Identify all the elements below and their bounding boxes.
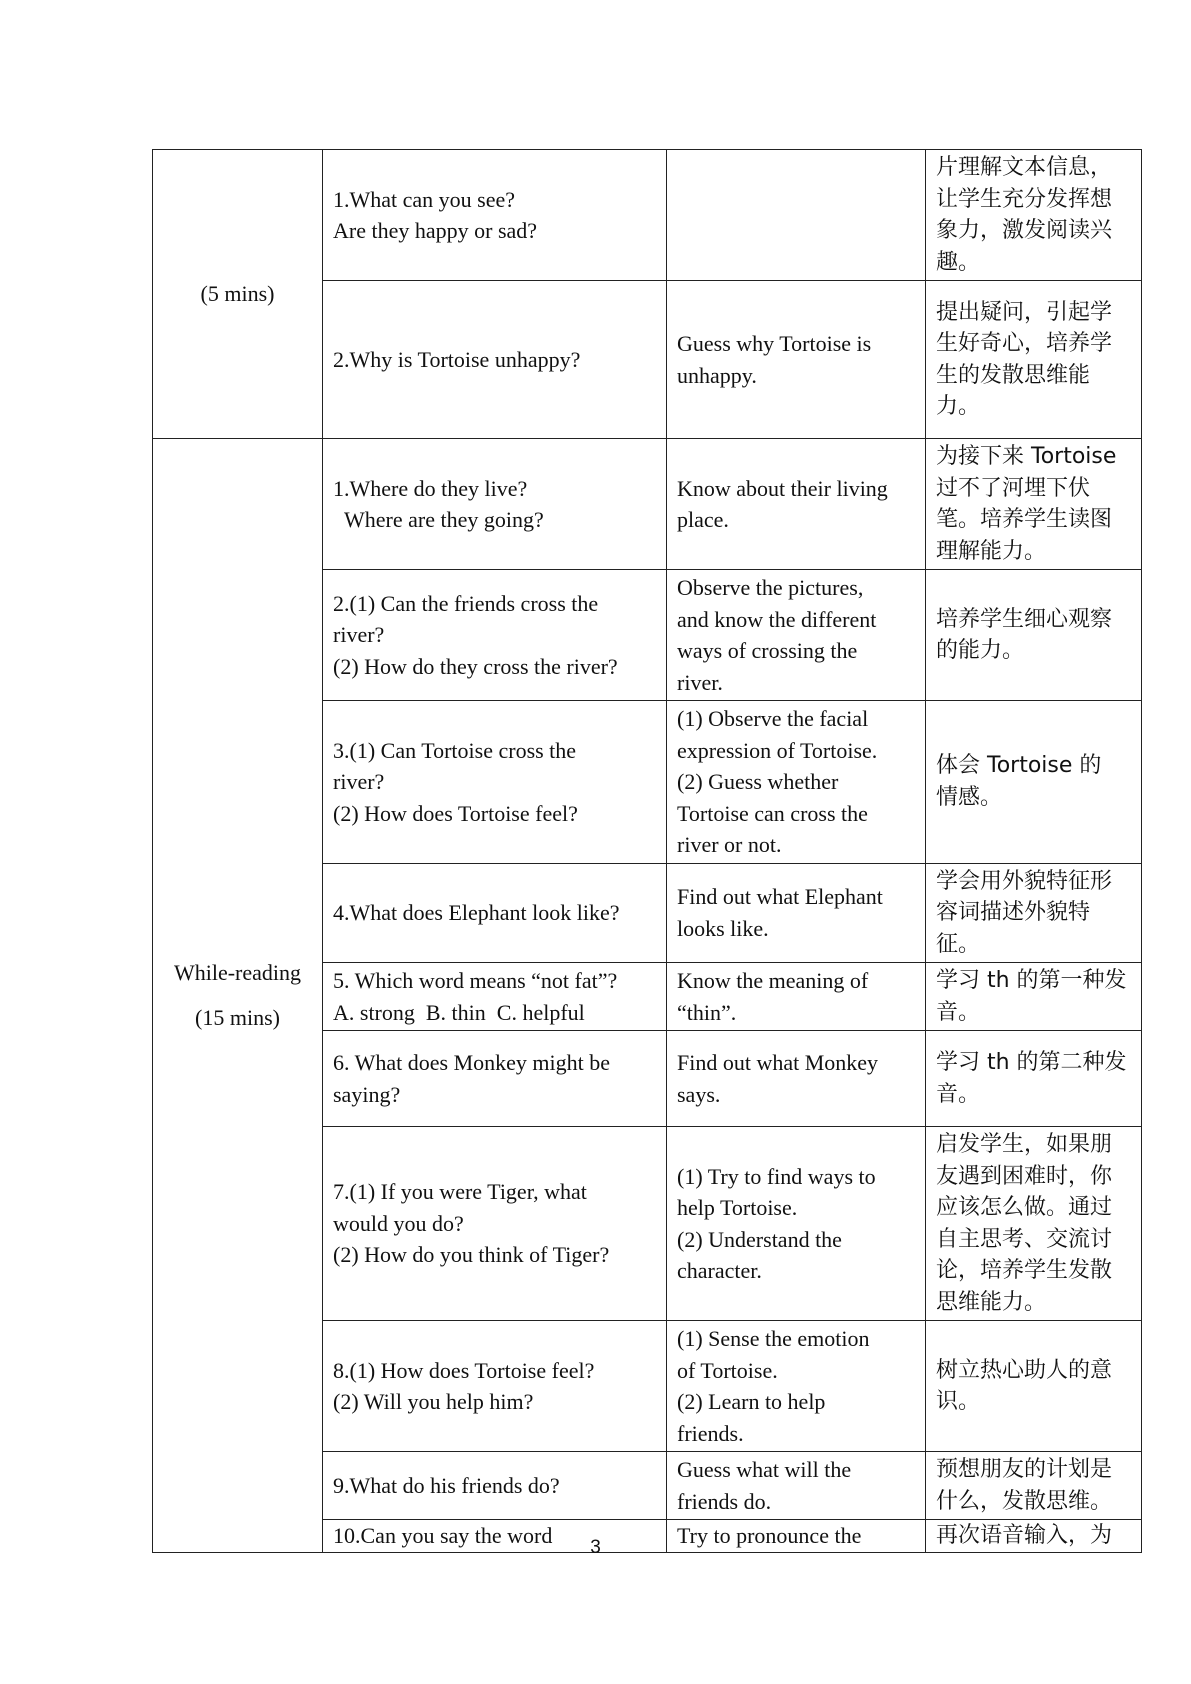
note-cell bbox=[926, 150, 1142, 281]
note-line: 过不了河埋下伏 bbox=[936, 475, 1091, 501]
note-line: 趣。 bbox=[936, 249, 981, 275]
question-line: saying? bbox=[333, 1081, 401, 1107]
activity-line: (2) Learn to help bbox=[677, 1389, 826, 1414]
note-cell bbox=[926, 439, 1142, 570]
note-line: 容词描述外貌特 bbox=[936, 900, 1091, 925]
note-line: 树立热心助人的意 bbox=[936, 1357, 1113, 1383]
note-line: 培养学生细心观察 bbox=[936, 606, 1113, 632]
activity-line: (2) Understand the bbox=[677, 1226, 842, 1252]
activity-line: says. bbox=[677, 1081, 721, 1107]
table-row bbox=[153, 439, 1142, 570]
activity-cell bbox=[667, 1127, 926, 1321]
note-cell bbox=[926, 1321, 1142, 1452]
question-line: (2) How does Tortoise feel? bbox=[333, 800, 578, 826]
activity-line: place. bbox=[677, 507, 729, 532]
question-line: 2.Why is Tortoise unhappy? bbox=[333, 346, 581, 372]
note-line: 生的发散思维能 bbox=[936, 362, 1091, 388]
activity-line: Know the meaning of bbox=[677, 968, 869, 993]
question-line: 1.Where do they live? bbox=[333, 475, 528, 501]
activity-cell bbox=[667, 1452, 926, 1520]
activity-line: (1) Try to find ways to bbox=[677, 1163, 876, 1189]
activity-line: Guess why Tortoise is bbox=[677, 331, 872, 356]
activity-line: Observe the pictures, bbox=[677, 575, 864, 600]
note-cell bbox=[926, 1127, 1142, 1321]
question-line: 9.What do his friends do? bbox=[333, 1472, 560, 1498]
note-line: 音。 bbox=[936, 1081, 981, 1107]
question-line: (2) How do you think of Tiger? bbox=[333, 1242, 610, 1268]
activity-line: help Tortoise. bbox=[677, 1195, 798, 1220]
note-line: 片理解文本信息， bbox=[936, 155, 1113, 180]
activity-line: Find out what Elephant bbox=[677, 884, 883, 910]
note-line: 生好奇心，培养学 bbox=[936, 331, 1113, 356]
note-line: 的能力。 bbox=[936, 638, 1025, 663]
page-number: 3 bbox=[590, 1537, 601, 1558]
activity-line: ways of crossing the bbox=[677, 638, 858, 663]
question-cell bbox=[323, 150, 667, 281]
question-line: would you do? bbox=[333, 1210, 464, 1236]
note-line: 友遇到困难时，你 bbox=[936, 1163, 1113, 1189]
question-line: 7.(1) If you were Tiger, what bbox=[333, 1179, 587, 1205]
question-line: river? bbox=[333, 769, 385, 794]
activity-line: looks like. bbox=[677, 915, 769, 941]
note-line: 论，培养学生发散 bbox=[936, 1258, 1113, 1283]
stage-name: While-reading bbox=[173, 959, 302, 985]
question-line: 6. What does Monkey might be bbox=[333, 1050, 610, 1075]
note-cell bbox=[926, 1452, 1142, 1520]
note-line: 体会 Tortoise 的 bbox=[936, 753, 1102, 779]
activity-line: Tortoise can cross the bbox=[677, 800, 868, 826]
note-cell bbox=[926, 863, 1142, 963]
note-line: 学会用外貌特征形 bbox=[936, 868, 1113, 894]
note-line: 再次语音输入，为 bbox=[936, 1523, 1113, 1548]
note-line: 象力，激发阅读兴 bbox=[936, 218, 1113, 243]
activity-cell bbox=[667, 281, 926, 439]
note-cell bbox=[926, 963, 1142, 1031]
question-cell bbox=[323, 570, 667, 701]
question-cell bbox=[323, 863, 667, 963]
note-line: 理解能力。 bbox=[936, 538, 1047, 564]
activity-line: river or not. bbox=[677, 832, 782, 857]
note-cell bbox=[926, 701, 1142, 864]
note-cell bbox=[926, 570, 1142, 701]
note-cell bbox=[926, 1031, 1142, 1127]
note-line: 为接下来 Tortoise bbox=[936, 444, 1117, 469]
question-cell bbox=[323, 1321, 667, 1452]
question-cell bbox=[323, 963, 667, 1031]
note-line: 启发学生，如果朋 bbox=[936, 1132, 1113, 1157]
note-line: 让学生充分发挥想 bbox=[936, 186, 1113, 212]
activity-cell bbox=[667, 963, 926, 1031]
activity-line: (1) Observe the facial bbox=[677, 706, 869, 731]
question-line: river? bbox=[333, 622, 385, 648]
activity-line: Find out what Monkey bbox=[677, 1050, 879, 1075]
question-line: Are they happy or sad? bbox=[333, 218, 538, 243]
activity-line: Guess what will the bbox=[677, 1457, 852, 1482]
activity-cell bbox=[667, 439, 926, 570]
activity-line: friends. bbox=[677, 1420, 744, 1446]
question-line: Where are they going? bbox=[333, 507, 544, 532]
activity-line: friends do. bbox=[677, 1488, 772, 1514]
activity-line: Try to pronounce the bbox=[677, 1523, 862, 1548]
table-row bbox=[153, 150, 1142, 281]
activity-line: “thin”. bbox=[677, 999, 737, 1025]
note-line: 识。 bbox=[936, 1389, 981, 1414]
activity-line: character. bbox=[677, 1258, 762, 1283]
question-line: (2) Will you help him? bbox=[333, 1389, 534, 1414]
stage-duration: (5 mins) bbox=[200, 281, 275, 307]
question-line: 1.What can you see? bbox=[333, 186, 516, 212]
question-cell bbox=[323, 701, 667, 864]
question-cell bbox=[323, 1127, 667, 1321]
question-cell bbox=[323, 1031, 667, 1127]
activity-line: of Tortoise. bbox=[677, 1357, 778, 1383]
question-line: 5. Which word means “not fat”? bbox=[333, 968, 618, 993]
activity-cell bbox=[667, 701, 926, 864]
note-line: 音。 bbox=[936, 999, 981, 1025]
question-line: A. strong B. thin C. helpful bbox=[333, 999, 585, 1025]
note-line: 预想朋友的计划是 bbox=[936, 1457, 1113, 1482]
activity-line: Know about their living bbox=[677, 475, 888, 501]
activity-line: (1) Sense the emotion bbox=[677, 1326, 870, 1351]
note-line: 学习 th 的第二种发 bbox=[936, 1050, 1127, 1075]
activity-line: (2) Guess whether bbox=[677, 769, 839, 794]
note-line: 应该怎么做。通过 bbox=[936, 1195, 1113, 1220]
activity-cell bbox=[667, 1321, 926, 1452]
note-line: 什么，发散思维。 bbox=[936, 1488, 1113, 1514]
question-line: (2) How do they cross the river? bbox=[333, 653, 618, 679]
activity-line: and know the different bbox=[677, 606, 877, 632]
note-line: 征。 bbox=[936, 931, 981, 957]
activity-cell bbox=[667, 150, 926, 281]
note-line: 思维能力。 bbox=[936, 1289, 1047, 1315]
stage-cell bbox=[153, 150, 323, 439]
activity-cell bbox=[667, 863, 926, 963]
activity-cell bbox=[667, 1031, 926, 1127]
question-line: 8.(1) How does Tortoise feel? bbox=[333, 1357, 595, 1383]
activity-line: unhappy. bbox=[677, 362, 757, 388]
note-cell bbox=[926, 281, 1142, 439]
activity-line: river. bbox=[677, 669, 723, 695]
question-line: 2.(1) Can the friends cross the bbox=[333, 590, 599, 616]
question-line: 10.Can you say the word bbox=[333, 1523, 553, 1548]
stage-duration: (15 mins) bbox=[195, 1005, 280, 1031]
note-line: 笔。培养学生读图 bbox=[936, 507, 1113, 532]
note-line: 学习 th 的第一种发 bbox=[936, 968, 1127, 993]
note-line: 提出疑问，引起学 bbox=[936, 299, 1113, 325]
lesson-plan-table bbox=[152, 149, 1142, 1553]
question-line: 4.What does Elephant look like? bbox=[333, 900, 620, 925]
activity-cell bbox=[667, 570, 926, 701]
note-line: 自主思考、交流讨 bbox=[936, 1226, 1113, 1252]
question-line: 3.(1) Can Tortoise cross the bbox=[333, 737, 577, 763]
activity-line: expression of Tortoise. bbox=[677, 737, 878, 763]
note-line: 力。 bbox=[936, 394, 981, 419]
stage-cell bbox=[153, 439, 323, 1553]
question-cell bbox=[323, 281, 667, 439]
note-line: 情感。 bbox=[936, 784, 1003, 810]
question-cell bbox=[323, 1452, 667, 1520]
question-cell bbox=[323, 439, 667, 570]
